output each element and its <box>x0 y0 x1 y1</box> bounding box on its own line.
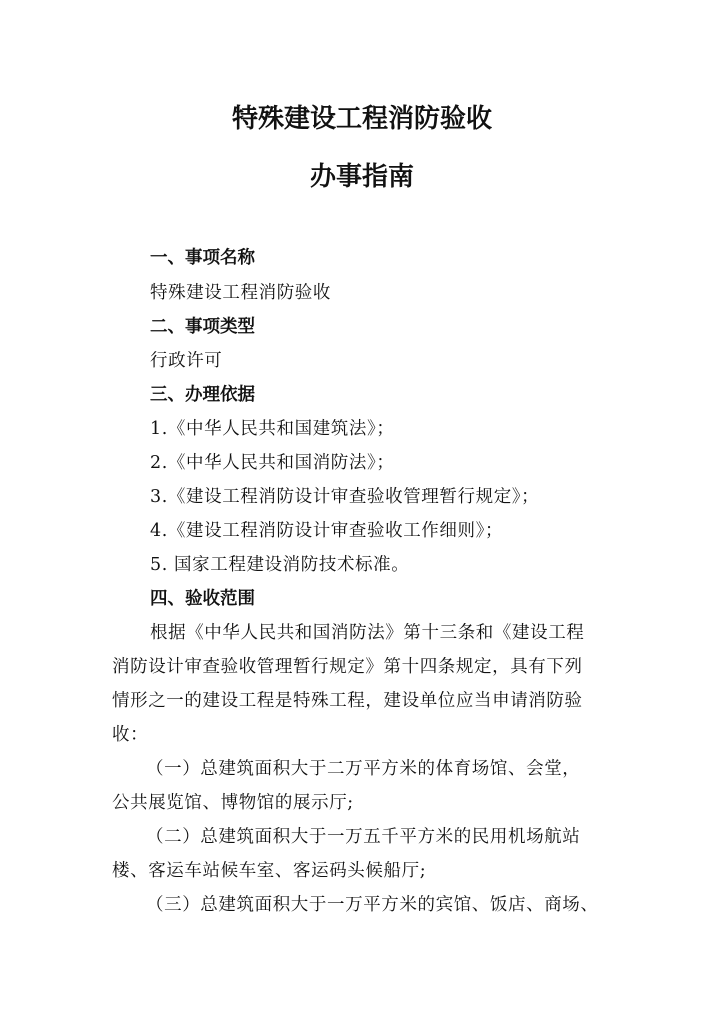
legal-basis-item: 1.《中华人民共和国建筑法》； <box>150 419 395 439</box>
section-heading-item-name: 一、事项名称 <box>150 248 255 268</box>
scope-item-2-line: 楼、客运车站候车室、客运码头候船厅; <box>112 861 427 881</box>
section-text-item-type: 行政许可 <box>150 351 223 371</box>
legal-basis-item: 4.《建设工程消防设计审查验收工作细则》； <box>150 521 504 541</box>
scope-paragraph-line: 根据《中华人民共和国消防法》第十三条和《建设工程 <box>150 623 585 643</box>
scope-item-1-line: 公共展览馆、博物馆的展示厅; <box>112 793 354 813</box>
document-title-line1: 特殊建设工程消防验收 <box>231 104 492 134</box>
legal-basis-item: 3.《建设工程消防设计审查验收管理暂行规定》； <box>150 487 540 507</box>
scope-item-2-line: （二）总建筑面积大于一万五千平方米的民用机场航站 <box>146 827 581 847</box>
section-text-item-name: 特殊建设工程消防验收 <box>150 283 331 303</box>
legal-basis-item: 2.《中华人民共和国消防法》； <box>150 453 395 473</box>
legal-basis-item: 5. 国家工程建设消防技术标准。 <box>150 555 410 575</box>
scope-item-3-line: （三）总建筑面积大于一万平方米的宾馆、饭店、商场、 <box>146 895 599 915</box>
scope-paragraph-line: 消防设计审查验收管理暂行规定》第十四条规定，具有下列 <box>112 657 583 677</box>
document-title-line2: 办事指南 <box>309 162 414 192</box>
scope-paragraph-line: 情形之一的建设工程是特殊工程，建设单位应当申请消防验 <box>112 691 583 711</box>
scope-paragraph-line: 收： <box>112 725 149 745</box>
scope-item-1-line: （一）总建筑面积大于二万平方米的体育场馆、会堂， <box>146 759 581 779</box>
section-heading-item-type: 二、事项类型 <box>150 317 255 337</box>
section-heading-acceptance-scope: 四、验收范围 <box>150 589 255 609</box>
section-heading-legal-basis: 三、办理依据 <box>150 385 255 405</box>
